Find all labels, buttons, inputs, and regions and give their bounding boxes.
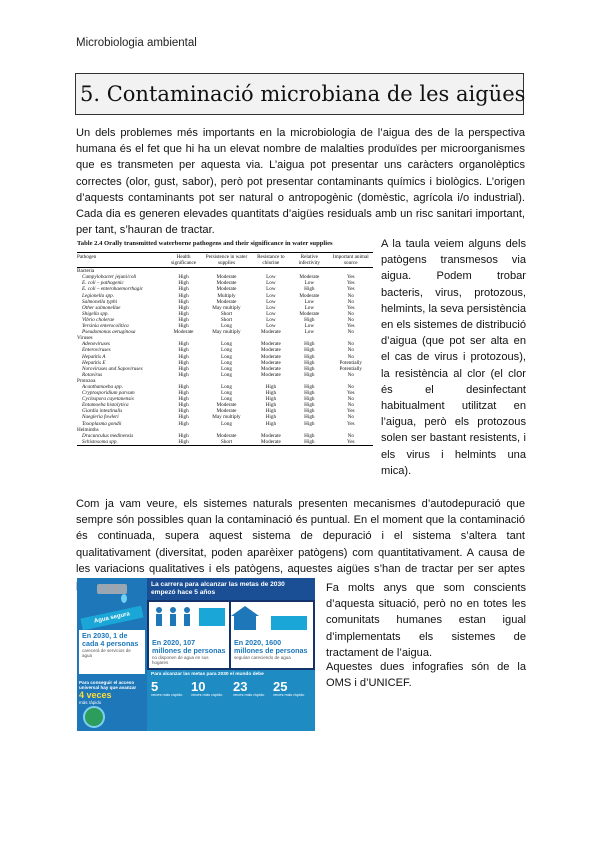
table-cell: Low bbox=[266, 286, 276, 293]
table-cell: Short bbox=[220, 310, 233, 317]
callout-tail: más rápido bbox=[79, 700, 102, 705]
table-cell: High bbox=[178, 292, 189, 299]
stat-4-text: veces más rápido bbox=[273, 692, 305, 697]
table-cell: High bbox=[178, 347, 189, 354]
table-cell: Moderate bbox=[216, 280, 237, 287]
table-header-cell: Important animal source bbox=[329, 253, 373, 268]
infographic-title: La carrera para alcanzar las metas de 2030 empezó hace 5 años bbox=[151, 581, 285, 596]
table-cell-pathogen: Cryptosporidium parvum bbox=[82, 390, 135, 397]
callout-highlight: 4 veces bbox=[79, 690, 112, 700]
table-cell: May multiply bbox=[212, 304, 241, 311]
table-cell bbox=[329, 268, 373, 275]
callout-intro: Para conseguir el acceso universal hay que avanzar bbox=[79, 680, 137, 690]
table-cell: High bbox=[265, 396, 277, 403]
table-cell: Low bbox=[266, 274, 276, 281]
left-bottom-callout bbox=[79, 680, 145, 705]
table-cell: Yes bbox=[347, 304, 355, 311]
table-cell: High bbox=[178, 359, 189, 366]
table-cell: No bbox=[347, 353, 354, 360]
water-drop-icon bbox=[121, 594, 127, 603]
table-cell: Yes bbox=[347, 280, 355, 287]
table-cell bbox=[290, 268, 328, 275]
table-cell bbox=[201, 268, 251, 275]
table-cell: High bbox=[178, 304, 189, 311]
panel-2-text: no disponen de agua en sus hogares bbox=[152, 655, 209, 666]
table-cell: High bbox=[178, 274, 189, 281]
table-cell: Moderate bbox=[260, 371, 281, 378]
table-cell: High bbox=[178, 298, 189, 305]
infographic-panel-2 bbox=[149, 602, 229, 668]
pathogen-table-figure bbox=[77, 240, 373, 446]
table-cell: High bbox=[178, 286, 189, 293]
table-cell: Moderate bbox=[252, 439, 290, 446]
table-cell: Moderate bbox=[299, 274, 320, 281]
running-header: Microbiologia ambiental bbox=[76, 37, 197, 49]
table-cell: Yes bbox=[347, 408, 355, 415]
table-row bbox=[77, 268, 373, 275]
table-cell-pathogen: Campylobacter jejuni/coli bbox=[82, 274, 137, 281]
table-cell: High bbox=[178, 420, 189, 427]
table-cell: Yes bbox=[329, 439, 373, 446]
table-cell: High bbox=[304, 353, 315, 360]
table-cell: High bbox=[178, 365, 189, 372]
intro-paragraph: Un dels problemes més importants en la microbiologia de l’aigua des de la perspectiva humana és el fet que hi ha un elevat nombre de malalties produïdes per microorganismes que es transmeten per aquesta via. L’aigua pot presentar uns caràcters organolèptics correctes (olor, gust, sabor), però pot presentar contaminants químics i biològics. L’origen d’aquests contaminants pot ser natural o antropogènic (domèstic, agrícola i/o industrial). Cada dia es generen elevades quantitats d’aigües residuals amb un risc sanitari important, per tant, s’hauran de tractar. bbox=[76, 127, 525, 237]
table-cell: Multiply bbox=[217, 292, 236, 299]
stat-4-number: 25 bbox=[273, 679, 288, 694]
table-cell: No bbox=[347, 371, 354, 378]
table-cell: No bbox=[347, 347, 354, 354]
table-cell-pathogen: Noroviruses and Sapoviruses bbox=[82, 365, 143, 372]
table-cell-pathogen: Rotavirus bbox=[82, 371, 103, 378]
table-cell: High bbox=[178, 383, 189, 390]
table-cell: High bbox=[178, 310, 189, 317]
infographic-panel-3 bbox=[231, 602, 313, 668]
table-cell: Low bbox=[266, 310, 276, 317]
table-cell: High bbox=[178, 353, 189, 360]
stat-2-number: 10 bbox=[191, 679, 206, 694]
table-cell-pathogen: Viruses bbox=[77, 335, 93, 342]
table-cell: Yes bbox=[347, 420, 355, 427]
stat-3 bbox=[233, 680, 265, 698]
table-cell: Low bbox=[304, 323, 315, 330]
table-cell-pathogen: Legionella spp. bbox=[82, 292, 114, 299]
table-cell: High bbox=[178, 396, 189, 403]
stat-4 bbox=[273, 680, 305, 698]
table-cell-pathogen: Acanthamoeba spp. bbox=[82, 383, 123, 390]
table-cell: High bbox=[178, 341, 189, 348]
table-header-cell: Health significance bbox=[166, 253, 202, 268]
table-cell: High bbox=[304, 316, 315, 323]
table-cell: Moderate bbox=[216, 286, 237, 293]
table-cell: Moderate bbox=[260, 329, 281, 336]
table-cell: Low bbox=[304, 329, 315, 336]
table-cell: Moderate bbox=[260, 432, 281, 439]
table-row bbox=[77, 439, 373, 446]
table-cell: May multiply bbox=[212, 329, 241, 336]
table-cell: Low bbox=[266, 280, 276, 287]
table-body bbox=[77, 268, 373, 446]
table-cell: No bbox=[347, 316, 354, 323]
section-title: 5. Contaminació microbiana de les aigües bbox=[80, 82, 526, 106]
table-commentary-paragraph: A la taula veiem alguns dels patògens transmesos via aigua. Podem trobar bacteris, virus, protozous, helmints, la seva persistència en els sistemes de distribució d’aigua (que pot ser alta en el cas de virus i protozous), la resistència al clor (el clor és el desinfectant habitualment utilitzat en l’aigua, però els protozous solen ser bastant resistents, i els virus i helmints una mica). bbox=[381, 238, 526, 477]
table-cell: High bbox=[265, 420, 277, 427]
table-cell: High bbox=[178, 390, 189, 397]
table-cell-pathogen: Helminths bbox=[77, 426, 99, 433]
table-cell: Long bbox=[220, 420, 232, 427]
infographic-bottom-strip bbox=[147, 670, 315, 731]
table-cell: High bbox=[304, 390, 315, 397]
table-cell: No bbox=[347, 414, 354, 421]
infographic-panel-1 bbox=[79, 630, 145, 674]
table-cell: Moderate bbox=[299, 310, 320, 317]
table-cell: Short bbox=[201, 439, 251, 446]
table-cell-pathogen: Naegleria fowleri bbox=[82, 414, 119, 421]
table-cell-pathogen: Hepatitis A bbox=[82, 353, 106, 360]
infographic-header bbox=[147, 578, 315, 600]
table-cell: No bbox=[347, 310, 354, 317]
bottom-heading: Para alcanzar las metas para 2030 el mundo debe bbox=[151, 672, 264, 677]
table-cell: Yes bbox=[347, 390, 355, 397]
table-cell: No bbox=[347, 292, 354, 299]
table-cell: Low bbox=[266, 298, 276, 305]
table-cell-pathogen: Bacteria bbox=[77, 268, 95, 275]
table-cell: High bbox=[304, 383, 315, 390]
table-cell: Long bbox=[220, 365, 232, 372]
table-cell: Low bbox=[266, 292, 276, 299]
people-icon bbox=[149, 602, 229, 632]
table-cell: Long bbox=[220, 390, 232, 397]
table-cell bbox=[166, 268, 202, 275]
table-header-cell: Resistance to chlorine bbox=[252, 253, 290, 268]
panel-2-headline: En 2020, 107 millones de personas bbox=[152, 638, 226, 655]
table-cell-pathogen: Entamoeba histolytica bbox=[82, 402, 129, 409]
table-cell: High bbox=[304, 408, 315, 415]
table-cell: High bbox=[178, 280, 189, 287]
table-cell: High bbox=[265, 383, 277, 390]
table-cell: High bbox=[265, 390, 277, 397]
panel-3-headline: En 2020, 1600 millones de personas bbox=[234, 638, 308, 655]
table-cell: Low bbox=[304, 304, 315, 311]
table-cell: High bbox=[304, 286, 315, 293]
infographic-ribbon: Agua segura bbox=[80, 606, 143, 631]
table-cell: No bbox=[347, 396, 354, 403]
table-cell-pathogen: Other salmonellae bbox=[82, 304, 121, 311]
table-cell: Long bbox=[220, 396, 232, 403]
table-cell: Long bbox=[220, 347, 232, 354]
table-cell: High bbox=[304, 371, 315, 378]
table-cell: High bbox=[304, 396, 315, 403]
table-cell-pathogen: Shigella spp. bbox=[82, 310, 109, 317]
table-cell: Moderate bbox=[260, 347, 281, 354]
table-cell-pathogen: Schistosoma spp. bbox=[77, 439, 166, 446]
table-cell-pathogen: E. coli – pathogenic bbox=[82, 280, 124, 287]
table-cell: High bbox=[304, 432, 315, 439]
table-cell: High bbox=[304, 365, 315, 372]
table-cell: Low bbox=[304, 280, 315, 287]
table-cell-pathogen: Salmonella typhi bbox=[82, 298, 118, 305]
table-cell: High bbox=[304, 341, 315, 348]
table-header-cell: Pathogen bbox=[77, 253, 166, 268]
table-cell: High bbox=[166, 439, 202, 446]
pathogen-table bbox=[77, 252, 373, 446]
table-cell-pathogen: Vibrio cholerae bbox=[82, 316, 115, 323]
stat-1 bbox=[151, 680, 183, 698]
table-cell-pathogen: E. coli – enterohaemorrhagic bbox=[82, 286, 144, 293]
table-cell: No bbox=[347, 329, 354, 336]
table-cell-pathogen: Adenoviruses bbox=[82, 341, 110, 348]
table-cell: High bbox=[178, 432, 189, 439]
stat-3-text: veces más rápido bbox=[233, 692, 265, 697]
table-cell: High bbox=[304, 347, 315, 354]
panel-3-text: seguían careciendo de agua bbox=[234, 655, 291, 661]
table-cell: High bbox=[178, 323, 189, 330]
table-cell: High bbox=[265, 414, 277, 421]
infographic-source-paragraph: Aquestes dues infografies són de la OMS i d’UNICEF. bbox=[326, 661, 526, 690]
table-cell: High bbox=[178, 414, 189, 421]
table-cell: Low bbox=[304, 298, 315, 305]
table-cell: No bbox=[347, 383, 354, 390]
table-cell: Long bbox=[220, 359, 232, 366]
table-cell: High bbox=[265, 408, 277, 415]
table-cell: Long bbox=[220, 383, 232, 390]
table-cell: May multiply bbox=[212, 414, 241, 421]
stat-1-text: veces más rápido bbox=[151, 692, 183, 697]
table-cell-pathogen: Yersinia enterocolitica bbox=[82, 323, 129, 330]
table-cell-pathogen: Dracunculus medinensis bbox=[82, 432, 134, 439]
table-cell: Long bbox=[220, 341, 232, 348]
table-cell: Moderate bbox=[260, 353, 281, 360]
table-cell: Long bbox=[220, 353, 232, 360]
table-cell: No bbox=[347, 341, 354, 348]
table-cell: Low bbox=[266, 304, 276, 311]
table-cell: Moderate bbox=[216, 402, 237, 409]
panel-1-headline: En 2030, 1 de cada 4 personas bbox=[82, 631, 139, 648]
table-cell: Yes bbox=[347, 323, 355, 330]
table-caption: Table 2.4 Orally transmitted waterborne pathogens and their significance in water supplies bbox=[77, 240, 333, 247]
table-cell-pathogen: Toxoplasma gondii bbox=[82, 420, 122, 427]
table-cell: High bbox=[178, 316, 189, 323]
house-icon bbox=[231, 602, 313, 632]
table-header-row bbox=[77, 253, 373, 268]
table-cell: High bbox=[265, 402, 277, 409]
stat-2-text: veces más rápido bbox=[191, 692, 223, 697]
tap-icon bbox=[97, 584, 127, 594]
table-cell: High bbox=[178, 408, 189, 415]
table-cell: Moderate bbox=[260, 365, 281, 372]
table-cell: Moderate bbox=[216, 298, 237, 305]
table-cell-pathogen: Enteroviruses bbox=[82, 347, 111, 354]
table-header-cell: Persistence in water supplies bbox=[201, 253, 251, 268]
table-cell: High bbox=[304, 359, 315, 366]
table-cell: Yes bbox=[347, 286, 355, 293]
table-cell: High bbox=[290, 439, 328, 446]
stat-3-number: 23 bbox=[233, 679, 248, 694]
table-cell-pathogen: Hepatitis E bbox=[82, 359, 106, 366]
awareness-paragraph: Fa molts anys que som conscients d’aquesta situació, però no en totes les comunitats humanes estan igual d’implementats els sistemes de tractament de l’aigua. bbox=[326, 582, 526, 659]
table-cell: High bbox=[304, 414, 315, 421]
table-cell: Yes bbox=[347, 274, 355, 281]
table-cell: Potentially bbox=[339, 365, 363, 372]
table-cell: Moderate bbox=[260, 359, 281, 366]
panel-1-text: carecerá de servicios de agua bbox=[82, 648, 131, 659]
table-cell: Moderate bbox=[216, 274, 237, 281]
table-cell: High bbox=[304, 402, 315, 409]
table-cell: No bbox=[347, 298, 354, 305]
table-cell: Moderate bbox=[260, 341, 281, 348]
table-cell bbox=[252, 268, 290, 275]
table-cell: Moderate bbox=[173, 329, 194, 336]
table-cell-pathogen: Cyclospora cayetanensis bbox=[82, 396, 134, 403]
table-cell: Long bbox=[220, 371, 232, 378]
table-cell: No bbox=[347, 432, 354, 439]
table-cell-pathogen: Pseudomonas aeruginosa bbox=[82, 329, 136, 336]
autodepuration-paragraph: Com ja vam veure, els sistemes naturals presenten mecanismes d’autodepuració que sempre són possibles quan la contaminació és puntual. En el moment que la contaminació és continuada, supera aquest sistema de depuració i el sistema s’altera tant qualitativament (diversitat, poden aparèixer patògens) com quantitativament. A causa de les variacions qualitatives i els patògens, aquestes aigües s’han de tractar per ser aptes bbox=[76, 498, 525, 575]
table-cell: Short bbox=[220, 316, 233, 323]
table-cell: Low bbox=[266, 323, 276, 330]
table-cell: Moderate bbox=[299, 292, 320, 299]
table-cell: Low bbox=[266, 316, 276, 323]
table-cell: High bbox=[178, 402, 189, 409]
table-cell: Moderate bbox=[216, 432, 237, 439]
section-title-box bbox=[75, 73, 524, 115]
table-cell-pathogen: Giardia intestinalis bbox=[82, 408, 123, 415]
table-cell: Potentially bbox=[339, 359, 363, 366]
water-infographic bbox=[77, 578, 315, 731]
stat-1-number: 5 bbox=[151, 679, 159, 694]
table-cell: High bbox=[178, 371, 189, 378]
table-cell: Moderate bbox=[216, 408, 237, 415]
stat-2 bbox=[191, 680, 223, 698]
globe-icon bbox=[83, 706, 105, 728]
table-cell: No bbox=[347, 402, 354, 409]
table-cell: High bbox=[304, 420, 315, 427]
table-cell: Long bbox=[220, 323, 232, 330]
table-cell-pathogen: Protozoa bbox=[77, 377, 96, 384]
table-header-cell: Relative infectivity bbox=[290, 253, 328, 268]
